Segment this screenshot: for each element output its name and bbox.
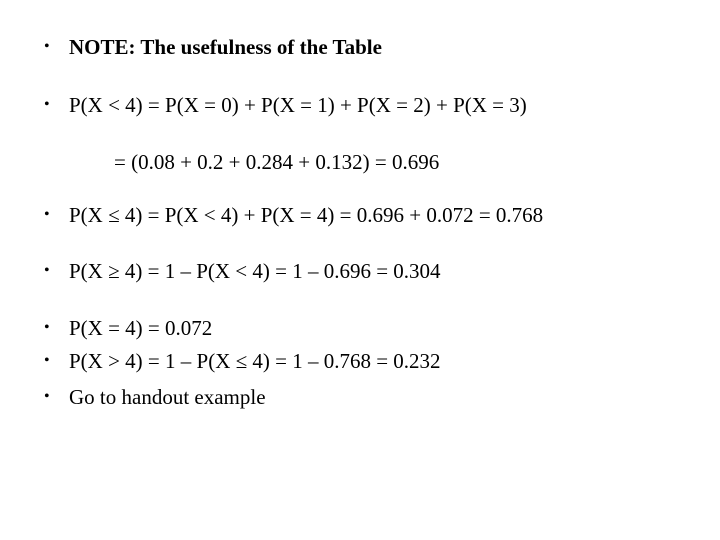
bullet: • [44, 352, 50, 369]
bullet: • [44, 38, 50, 55]
bullet: • [44, 96, 50, 113]
bullet: • [44, 319, 50, 336]
note-text: NOTE: The usefulness of the Table [69, 35, 382, 59]
formula-text: P(X < 4) = P(X = 0) + P(X = 1) + P(X = 2) + P(X = 3) [69, 93, 527, 117]
bullet: • [44, 206, 50, 223]
formula-text: P(X > 4) = 1 – P(X ≤ 4) = 1 – 0.768 = 0.232 [69, 349, 441, 373]
handout-text: Go to handout example [69, 385, 266, 409]
formula-text: P(X ≤ 4) = P(X < 4) + P(X = 4) = 0.696 + 0.072 = 0.768 [69, 203, 544, 227]
formula-text: P(X = 4) = 0.072 [69, 316, 213, 340]
bullet: • [44, 262, 50, 279]
formula-text: P(X ≥ 4) = 1 – P(X < 4) = 1 – 0.696 = 0.304 [69, 259, 441, 283]
formula-continuation-text: = (0.08 + 0.2 + 0.284 + 0.132) = 0.696 [114, 150, 440, 174]
bullet: • [44, 388, 50, 405]
